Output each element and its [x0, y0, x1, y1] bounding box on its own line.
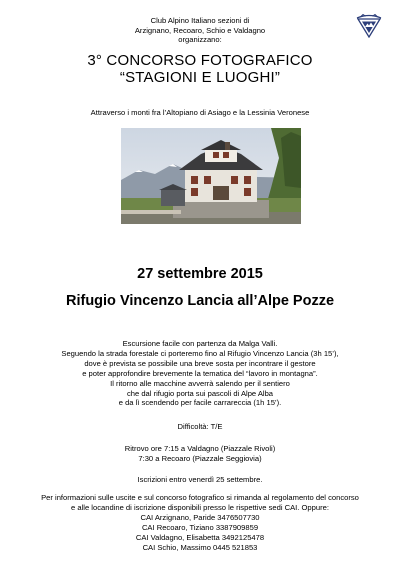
title-line: “STAGIONI E LUOGHI”: [119, 69, 281, 86]
description-block: [0, 339, 400, 408]
refuge-photo: [121, 128, 301, 224]
meeting-line: 7:30 a Recoaro (Piazzale Seggiovia): [138, 453, 262, 463]
contact-line: CAI Recoaro, Tiziano 3387909859: [141, 522, 259, 532]
registration-note: Iscrizioni entro venerdì 25 settembre.: [137, 475, 263, 484]
description-line: che dal rifugio porta sui pascoli di Alpe Alba: [126, 388, 274, 398]
info-block: [0, 493, 400, 552]
description-line: e da lì scendendo per facile carrareccia (1h 15’).: [118, 398, 282, 408]
description-line: Seguendo la strada forestale ci porteremo fino al Rifugio Vincenzo Lancia (3h 15’),: [61, 348, 339, 358]
event-place: Rifugio Vincenzo Lancia all’Alpe Pozze: [65, 293, 335, 309]
subtitle: Attraverso i monti fra l’Altopiano di Asiago e la Lessinia Veronese: [90, 108, 310, 117]
difficulty: Difficoltà: T/E: [177, 422, 223, 431]
organizers-line: organizzano:: [178, 35, 222, 45]
meeting-block: [0, 444, 400, 464]
description-line: e poter approfondire brevemente la tematica del “lavoro in montagna”.: [82, 368, 318, 378]
description-line: dove è prevista se possibile una breve sosta per incontrare il gestore: [84, 358, 316, 368]
organizers-line: Club Alpino Italiano sezioni di: [150, 16, 250, 25]
meeting-line: Ritrovo ore 7:15 a Valdagno (Piazzale Rivoli): [124, 444, 276, 453]
contact-line: CAI Schio, Massimo 0445 521853: [142, 542, 258, 552]
description-line: Il ritorno alle macchine avverrà salendo per il sentiero: [110, 378, 290, 388]
organizers-block: [0, 16, 400, 45]
event-date: 27 settembre 2015: [137, 266, 263, 282]
contact-line: CAI Valdagno, Elisabetta 3492125478: [135, 532, 265, 542]
title-line: 3° CONCORSO FOTOGRAFICO: [87, 52, 313, 69]
contest-title: [0, 52, 400, 86]
info-line: Per informazioni sulle uscite e sul concorso fotografico si rimanda al regolamento del concorso: [41, 493, 359, 502]
cai-logo-icon: [356, 12, 382, 38]
contact-line: CAI Arzignano, Paride 3476507730: [140, 512, 260, 522]
info-line: e alle locandine di iscrizione disponibili presso le rispettive sedi CAI. Oppure:: [71, 502, 329, 512]
description-line: Escursione facile con partenza da Malga Valli.: [122, 339, 278, 348]
organizers-line: Arzignano, Recoaro, Schio e Valdagno: [134, 25, 266, 35]
